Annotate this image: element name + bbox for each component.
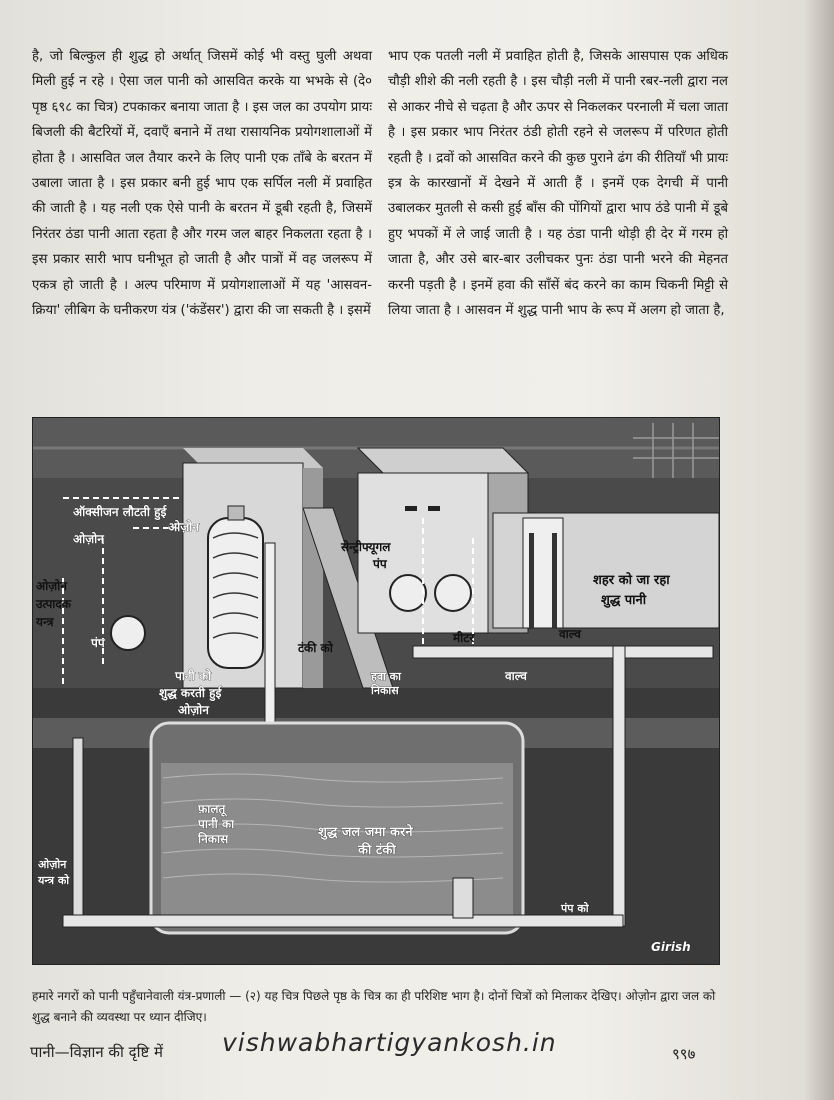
label-purifying-2: शुद्ध करती हुई xyxy=(159,686,222,700)
label-ozone-generator-2: उत्पादक xyxy=(36,597,71,611)
label-city-1: शहर को जा रहा xyxy=(593,573,670,588)
label-storage-2: की टंकी xyxy=(358,843,396,858)
label-tank: टंकी को xyxy=(298,641,333,655)
label-ozone-left-1: ओज़ोन xyxy=(38,858,67,871)
label-ozone-generator-3: यन्त्र xyxy=(36,615,54,629)
left-column-text: है, जो बिल्कुल ही शुद्ध हो अर्थात् जिसमें कोई भी वस्तु घुली अथवा मिली हुई न रहे । ऐसा जल पानी को आसवित करके या भभके से (दे० पृष्ठ ६९८ का चित्र) टपकाकर बनाया जाता है । इस जल का उपयोग प्रायः बिजली की बैटरियों में, दवाएँ बनाने में तथा रासायनिक प्रयोगशालाओं में होता है । आसवित जल तैयार करने के लिए पानी एक ताँबे के बरतन में उबाला जाता है । इस प्रकार बनी हुई भाप एक सर्पिल नली में प्रवाहित की जाती है । यह नली एक ऐसे पानी के बरतन में डूबी रहती है, जिसमें निरंतर ठंडा पानी आता रहता है और गरम जल बाहर निकलता रहता है । इस प्रकार सारी भाप घनीभूत हो जाती है और पात्रों में वह जलरूप में एकत्र हो जाती है । अल्प परिमाण में प्रयोगशालाओं में यह 'आसवन-क्रिया' लीबिग के घनीकरण यंत्र ('कंडेंसर') द्वारा की जा सकती है । इसमें xyxy=(32,49,372,319)
label-air-exit-2: निकास xyxy=(371,684,399,697)
label-ozone-generator-1: ओज़ोन xyxy=(36,579,67,593)
label-meter: मीटर xyxy=(453,631,475,645)
label-overflow-3: निकास xyxy=(198,832,229,846)
label-city-2: शुद्ध पानी xyxy=(601,593,647,608)
page-number: ९९७ xyxy=(672,1045,696,1063)
water-purification-illustration xyxy=(32,417,720,965)
label-ozone-left-2: यन्त्र को xyxy=(38,874,70,887)
label-air-exit-1: हवा का xyxy=(371,670,401,683)
label-purifying-3: ओज़ोन xyxy=(178,703,209,717)
label-oxygen-returning: ऑक्सीजन लौटती हुई xyxy=(73,505,167,519)
figure-caption: हमारे नगरों को पानी पहुँचानेवाली यंत्र-प्रणाली — (२) यह चित्र पिछले पृष्ठ के चित्र का ही परिशिष्ट भाग है। दोनों चित्रों को मिलाकर देखिए। ओज़ोन द्वारा जल को शुद्ध बनाने की व्यवस्था पर ध्यान दीजिए। xyxy=(32,989,716,1024)
artist-signature: Girish xyxy=(651,940,691,954)
label-pump: पंप xyxy=(91,636,105,650)
label-purifying-1: पानी को xyxy=(175,669,212,683)
label-storage-1: शुद्ध जल जमा करने xyxy=(318,825,413,840)
label-centrifugal-1: सेन्ट्रीफ्यूगल xyxy=(341,540,391,554)
label-valve-2: वाल्व xyxy=(505,669,527,683)
running-footer: पानी—विज्ञान की दृष्टि में xyxy=(30,1043,163,1061)
page-edge-shadow xyxy=(804,0,834,1100)
label-overflow-2: पानी का xyxy=(198,817,235,831)
label-centrifugal-2: पंप xyxy=(373,557,387,571)
right-column-text: भाप एक पतली नली में प्रवाहित होती है, जिसके आसपास एक अधिक चौड़ी शीशे की नली रहती है । इस चौड़ी नली में पानी रबर-नली द्वारा नल से आकर नीचे से चढ़ता है और ऊपर से निकलकर परनाली में चला जाता है । इस प्रकार भाप निरंतर ठंडी होती रहने से जलरूप में परिणत होती रहती है । द्रवों को आसवित करने की कुछ पुराने ढंग की रीतियाँ भी प्रायः इत्र के कारखानों में देखने में आती हैं । इनमें एक देगची में पानी उबालकर मुतली से कसी हुई बाँस की पोंगियों द्वारा भाप ठंडे पानी में डूबे हुए भपकों में ले जाई जाती है । यह ठंडा पानी थोड़ी ही देर में गरम हो जाता है, और उसे बार-बार उलीचकर पुनः ठंडा पानी भरने की मेहनत करनी पड़ती है । इनमें हवा की साँसें बंद करने का काम चिकनी मिट्टी से लिया जाता है । आसवन में शुद्ध पानी भाप के रूप में अलग हो जाता है, xyxy=(388,49,728,319)
right-column xyxy=(388,44,728,323)
label-to-pump: पंप को xyxy=(561,902,589,915)
watermark-url: vishwabhartigyankosh.in xyxy=(222,1028,557,1057)
label-overflow-1: फ़ालतू xyxy=(198,802,226,816)
label-valve-1: वाल्व xyxy=(559,627,581,641)
label-ozone-1: ओज़ोन xyxy=(73,532,104,546)
label-ozone-2: ओज़ोन xyxy=(168,520,199,534)
left-column xyxy=(32,44,372,323)
